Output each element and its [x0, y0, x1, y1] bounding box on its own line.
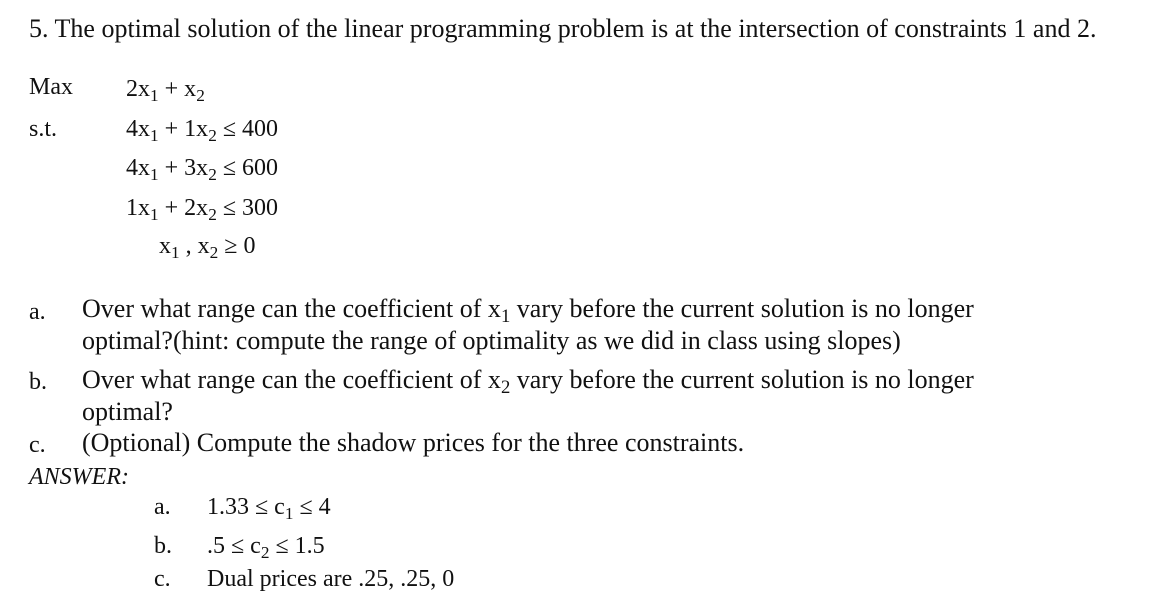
objective-function: $2x_1 + x_2$: [126, 76, 205, 105]
question-a-line2: optimal?(hint: compute the range of optimality as we did in class using slopes): [82, 326, 901, 355]
answer-b-label: b.: [154, 533, 172, 559]
answer-a-text: $1.33 \le c_1 \le 4$: [207, 494, 331, 523]
subject-to-label: s.t.: [29, 116, 58, 142]
problem-title: 5. The optimal solution of the linear programming problem is at the intersection of constraints 1 and 2.: [29, 14, 1097, 43]
constraint-3: $1x_1 + 2x_2 \le 300$: [126, 195, 278, 224]
constraint-1: $4x_1 + 1x_2 \le 400$: [126, 116, 278, 145]
answer-heading: ANSWER:: [29, 464, 129, 490]
answer-a-label: a.: [154, 494, 171, 520]
question-a-label: a.: [29, 299, 46, 325]
answer-c-label: c.: [154, 566, 171, 592]
question-c-label: c.: [29, 432, 46, 458]
constraint-2: $4x_1 + 3x_2 \le 600$: [126, 155, 278, 184]
question-c-line1: (Optional) Compute the shadow prices for the three constraints.: [82, 428, 745, 457]
objective-label: Max: [29, 74, 73, 100]
question-b-line2: optimal?: [82, 397, 173, 426]
nonnegativity-constraint: $x_1$ , $x_2 \ge 0$: [159, 233, 256, 262]
question-a-line1: Over what range can the coefficient of $x_1$ vary before the current solution is no longer: [82, 294, 974, 328]
question-b-label: b.: [29, 369, 47, 395]
answer-c-text: Dual prices are .25, .25, 0: [207, 566, 455, 592]
question-b-line1: Over what range can the coefficient of $x_2$ vary before the current solution is no longer: [82, 365, 974, 399]
answer-b-text: $.5 \le c_2 \le 1.5$: [207, 533, 325, 562]
